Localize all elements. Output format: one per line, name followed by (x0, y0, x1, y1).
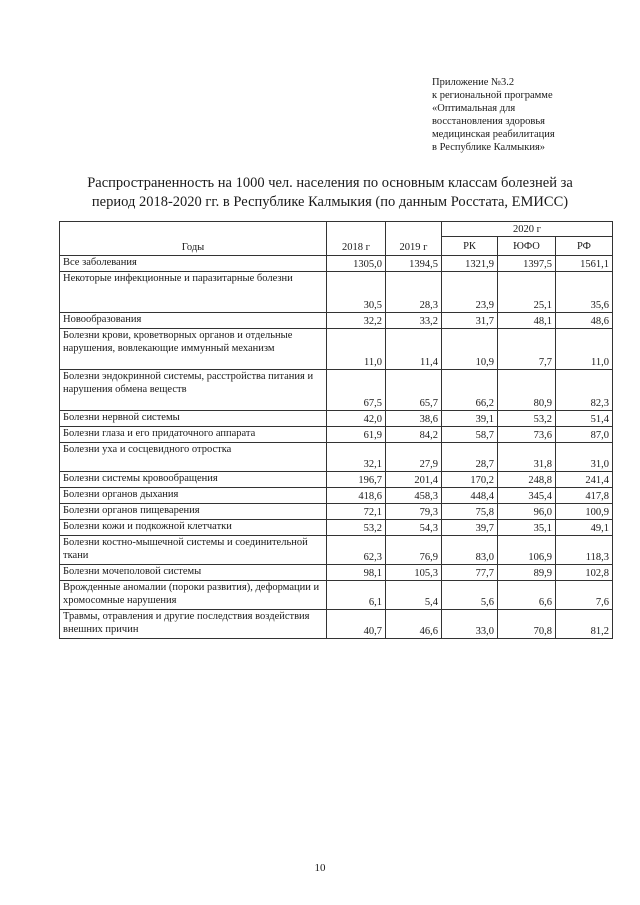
cell-yufo: 96,0 (498, 504, 556, 520)
cell-rk: 10,9 (442, 329, 498, 370)
cell-rf: 241,4 (556, 472, 613, 488)
cell-2018: 42,0 (327, 411, 386, 427)
cell-yufo: 345,4 (498, 488, 556, 504)
cell-2019: 11,4 (386, 329, 442, 370)
cell-rk: 83,0 (442, 536, 498, 565)
cell-rk: 33,0 (442, 610, 498, 639)
table-row (60, 610, 613, 639)
cell-rk: 31,7 (442, 313, 498, 329)
cell-rk: 448,4 (442, 488, 498, 504)
cell-rf: 1561,1 (556, 256, 613, 272)
cell-2018: 11,0 (327, 329, 386, 370)
header-2020-group: 2020 г (442, 222, 613, 237)
cell-2019: 28,3 (386, 272, 442, 313)
row-disease-name: Болезни мочеполовой системы (60, 565, 327, 581)
cell-2019: 76,9 (386, 536, 442, 565)
appendix-line: к региональной программе (432, 90, 553, 101)
appendix-line: восстановления здоровья (432, 116, 546, 127)
cell-2019: 46,6 (386, 610, 442, 639)
cell-2018: 61,9 (327, 427, 386, 443)
appendix-note (432, 76, 632, 154)
cell-2019: 105,3 (386, 565, 442, 581)
cell-yufo: 6,6 (498, 581, 556, 610)
cell-rk: 75,8 (442, 504, 498, 520)
cell-2019: 201,4 (386, 472, 442, 488)
cell-2018: 32,1 (327, 443, 386, 472)
cell-yufo: 48,1 (498, 313, 556, 329)
cell-rf: 31,0 (556, 443, 613, 472)
cell-rk: 58,7 (442, 427, 498, 443)
header-yufo: ЮФО (498, 237, 556, 256)
document-title (40, 174, 620, 212)
row-disease-name: Болезни органов пищеварения (60, 504, 327, 520)
row-disease-name: Болезни системы кровообращения (60, 472, 327, 488)
table-row (60, 272, 613, 313)
cell-2019: 54,3 (386, 520, 442, 536)
row-disease-name: Некоторые инфекционные и паразитарные болезни (60, 272, 327, 313)
cell-2018: 62,3 (327, 536, 386, 565)
cell-yufo: 80,9 (498, 370, 556, 411)
cell-rk: 1321,9 (442, 256, 498, 272)
table-row (60, 427, 613, 443)
cell-2018: 72,1 (327, 504, 386, 520)
cell-rk: 170,2 (442, 472, 498, 488)
row-disease-name: Болезни костно-мышечной системы и соединительной ткани (60, 536, 327, 565)
disease-prevalence-table (59, 221, 613, 639)
appendix-line: медицинская реабилитация (432, 129, 555, 140)
cell-rf: 48,6 (556, 313, 613, 329)
cell-2018: 40,7 (327, 610, 386, 639)
row-disease-name: Болезни нервной системы (60, 411, 327, 427)
row-disease-name: Болезни эндокринной системы, расстройства питания и нарушения обмена веществ (60, 370, 327, 411)
cell-rk: 66,2 (442, 370, 498, 411)
table-row (60, 370, 613, 411)
row-disease-name: Болезни кожи и подкожной клетчатки (60, 520, 327, 536)
table-row (60, 581, 613, 610)
table-row (60, 313, 613, 329)
cell-yufo: 106,9 (498, 536, 556, 565)
cell-2018: 30,5 (327, 272, 386, 313)
row-disease-name: Болезни уха и сосцевидного отростка (60, 443, 327, 472)
header-2018: 2018 г (327, 222, 386, 256)
cell-2019: 38,6 (386, 411, 442, 427)
cell-2019: 33,2 (386, 313, 442, 329)
cell-2018: 6,1 (327, 581, 386, 610)
table-row (60, 443, 613, 472)
cell-yufo: 1397,5 (498, 256, 556, 272)
cell-2019: 65,7 (386, 370, 442, 411)
cell-yufo: 73,6 (498, 427, 556, 443)
table-row (60, 256, 613, 272)
cell-2018: 53,2 (327, 520, 386, 536)
cell-rf: 417,8 (556, 488, 613, 504)
cell-rf: 11,0 (556, 329, 613, 370)
appendix-line: в Республике Калмыкия» (432, 142, 546, 153)
cell-yufo: 70,8 (498, 610, 556, 639)
cell-yufo: 53,2 (498, 411, 556, 427)
table-row (60, 504, 613, 520)
row-disease-name: Болезни крови, кроветворных органов и отдельные нарушения, вовлекающие иммунный механизм (60, 329, 327, 370)
cell-rf: 49,1 (556, 520, 613, 536)
cell-2019: 458,3 (386, 488, 442, 504)
cell-rf: 35,6 (556, 272, 613, 313)
cell-rk: 5,6 (442, 581, 498, 610)
cell-2019: 27,9 (386, 443, 442, 472)
cell-rf: 7,6 (556, 581, 613, 610)
cell-yufo: 35,1 (498, 520, 556, 536)
cell-rk: 39,1 (442, 411, 498, 427)
cell-rf: 81,2 (556, 610, 613, 639)
cell-yufo: 7,7 (498, 329, 556, 370)
table-row (60, 472, 613, 488)
cell-2018: 418,6 (327, 488, 386, 504)
cell-2018: 1305,0 (327, 256, 386, 272)
header-rk: РК (442, 237, 498, 256)
title-line-2: период 2018-2020 гг. в Республике Калмыкия (по данным Росстата, ЕМИСС) (91, 194, 569, 210)
row-disease-name: Болезни глаза и его придаточного аппарата (60, 427, 327, 443)
cell-rf: 82,3 (556, 370, 613, 411)
table-row (60, 520, 613, 536)
cell-yufo: 89,9 (498, 565, 556, 581)
cell-2019: 1394,5 (386, 256, 442, 272)
header-years: Годы (60, 222, 327, 256)
cell-2019: 79,3 (386, 504, 442, 520)
table-row (60, 488, 613, 504)
appendix-line: «Оптимальная для (432, 103, 516, 114)
cell-yufo: 248,8 (498, 472, 556, 488)
appendix-line: Приложение №3.2 (432, 77, 515, 88)
row-disease-name: Врожденные аномалии (пороки развития), деформации и хромосомные нарушения (60, 581, 327, 610)
table-row (60, 411, 613, 427)
cell-rf: 118,3 (556, 536, 613, 565)
cell-rf: 102,8 (556, 565, 613, 581)
cell-2018: 196,7 (327, 472, 386, 488)
header-rf: РФ (556, 237, 613, 256)
cell-2018: 32,2 (327, 313, 386, 329)
table-row (60, 565, 613, 581)
cell-2019: 5,4 (386, 581, 442, 610)
header-2019: 2019 г (386, 222, 442, 256)
cell-rk: 23,9 (442, 272, 498, 313)
cell-rf: 51,4 (556, 411, 613, 427)
table-row (60, 536, 613, 565)
cell-2018: 98,1 (327, 565, 386, 581)
table-row (60, 329, 613, 370)
cell-yufo: 31,8 (498, 443, 556, 472)
row-disease-name: Травмы, отравления и другие последствия воздействия внешних причин (60, 610, 327, 639)
cell-rk: 28,7 (442, 443, 498, 472)
cell-rf: 100,9 (556, 504, 613, 520)
cell-rk: 77,7 (442, 565, 498, 581)
cell-2018: 67,5 (327, 370, 386, 411)
cell-yufo: 25,1 (498, 272, 556, 313)
cell-rk: 39,7 (442, 520, 498, 536)
title-line-1: Распространенность на 1000 чел. населения по основным классам болезней за (87, 175, 573, 191)
cell-rf: 87,0 (556, 427, 613, 443)
row-disease-name: Все заболевания (60, 256, 327, 272)
cell-2019: 84,2 (386, 427, 442, 443)
page-number: 10 (314, 862, 326, 874)
row-disease-name: Новообразования (60, 313, 327, 329)
row-disease-name: Болезни органов дыхания (60, 488, 327, 504)
